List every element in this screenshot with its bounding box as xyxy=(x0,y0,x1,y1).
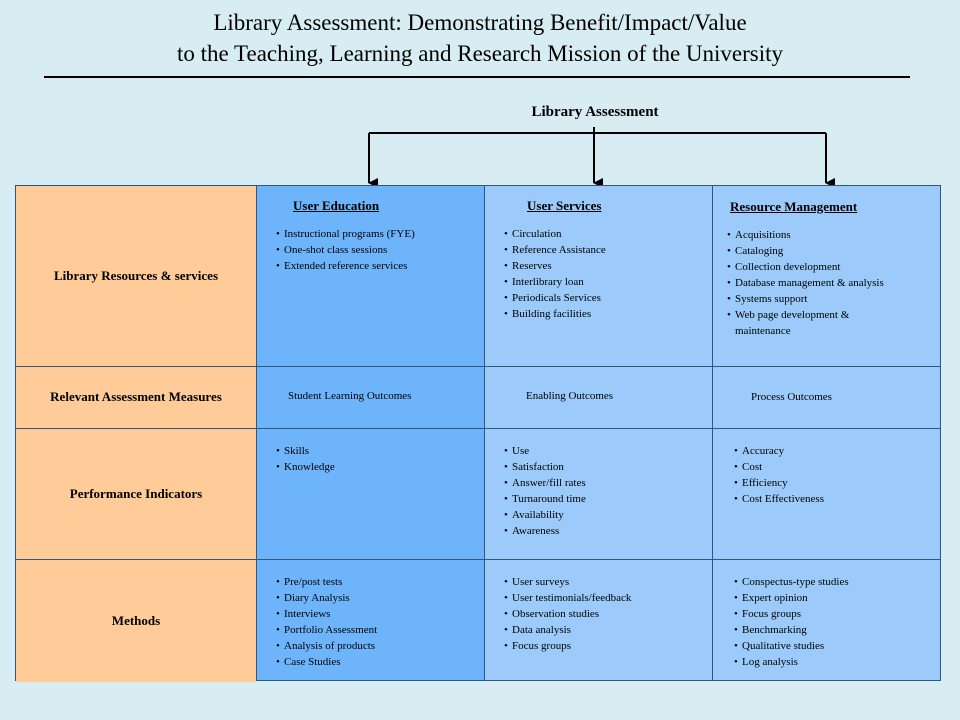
list-item: • User testimonials/feedback xyxy=(504,590,704,606)
list-item: • User surveys xyxy=(504,574,704,590)
measure-user-education: Student Learning Outcomes xyxy=(288,390,412,402)
list-item: • Circulation xyxy=(504,226,704,242)
heading-user-services: User Services xyxy=(527,198,602,213)
list-item: • Conspectus-type studies xyxy=(734,574,934,590)
list-item: • Expert opinion xyxy=(734,590,934,606)
list-indicators-user-education xyxy=(276,443,476,475)
measure-user-services: Enabling Outcomes xyxy=(526,390,614,402)
grid-vline-3 xyxy=(712,186,713,680)
list-item: • Building facilities xyxy=(504,306,704,322)
list-item: • Collection development xyxy=(727,259,897,275)
list-item: • Web page development & maintenance xyxy=(727,307,897,339)
list-item: • Cost Effectiveness xyxy=(734,491,934,507)
grid-vline-1 xyxy=(256,186,257,680)
list-item: • Skills xyxy=(276,443,476,459)
list-resources-user-services xyxy=(504,226,704,322)
list-item: • Availability xyxy=(504,507,704,523)
list-item: • Awareness xyxy=(504,523,704,539)
list-item: • Qualitative studies xyxy=(734,638,934,654)
grid-hline-3 xyxy=(16,559,940,560)
list-item: • Cost xyxy=(734,459,934,475)
list-item: • Periodicals Services xyxy=(504,290,704,306)
list-item: • Reserves xyxy=(504,258,704,274)
list-item: • Observation studies xyxy=(504,606,704,622)
list-item: • Turnaround time xyxy=(504,491,704,507)
root-label: Library Assessment xyxy=(531,104,659,120)
list-item: • Reference Assistance xyxy=(504,242,704,258)
list-item: • Interlibrary loan xyxy=(504,274,704,290)
list-indicators-resource-management xyxy=(734,443,934,507)
list-methods-user-services xyxy=(504,574,704,654)
list-item: • One-shot class sessions xyxy=(276,242,476,258)
list-item: • Use xyxy=(504,443,704,459)
list-item: • Analysis of products xyxy=(276,638,476,654)
list-item: • Knowledge xyxy=(276,459,476,475)
list-item: • Accuracy xyxy=(734,443,934,459)
list-indicators-user-services xyxy=(504,443,704,539)
list-item: • Database management & analysis xyxy=(727,275,897,291)
list-item: • Efficiency xyxy=(734,475,934,491)
list-item: • Case Studies xyxy=(276,654,476,670)
list-item: • Extended reference services xyxy=(276,258,476,274)
list-item: • Pre/post tests xyxy=(276,574,476,590)
grid-hline-2 xyxy=(16,428,940,429)
title-line-1: Library Assessment: Demonstrating Benefit/Impact/Value xyxy=(213,10,747,35)
grid-hline-1 xyxy=(16,366,940,367)
list-item: • Interviews xyxy=(276,606,476,622)
list-item: • Data analysis xyxy=(504,622,704,638)
list-item: • Diary Analysis xyxy=(276,590,476,606)
row-label-resources: Library Resources & services xyxy=(16,186,256,366)
list-item: • Answer/fill rates xyxy=(504,475,704,491)
list-methods-user-education xyxy=(276,574,476,670)
title-line-2: to the Teaching, Learning and Research Mission of the University xyxy=(176,41,784,66)
grid-vline-2 xyxy=(484,186,485,680)
list-resources-resource-management xyxy=(727,227,897,339)
list-item: • Focus groups xyxy=(734,606,934,622)
list-item: • Focus groups xyxy=(504,638,704,654)
list-methods-resource-management xyxy=(734,574,934,670)
row-label-methods: Methods xyxy=(16,559,256,682)
heading-resource-management: Resource Management xyxy=(730,199,858,214)
list-item: • Acquisitions xyxy=(727,227,897,243)
list-resources-user-education xyxy=(276,226,476,274)
connector-tree xyxy=(0,0,960,190)
list-item: • Log analysis xyxy=(734,654,934,670)
row-label-measures: Relevant Assessment Measures xyxy=(16,366,256,428)
list-item: • Cataloging xyxy=(727,243,897,259)
measure-resource-management: Process Outcomes xyxy=(751,391,832,403)
list-item: • Satisfaction xyxy=(504,459,704,475)
list-item: • Systems support xyxy=(727,291,897,307)
list-item: • Portfolio Assessment xyxy=(276,622,476,638)
list-item: • Instructional programs (FYE) xyxy=(276,226,476,242)
heading-user-education: User Education xyxy=(293,198,380,213)
list-item: • Benchmarking xyxy=(734,622,934,638)
row-label-indicators: Performance Indicators xyxy=(16,428,256,559)
assessment-grid xyxy=(15,185,941,681)
